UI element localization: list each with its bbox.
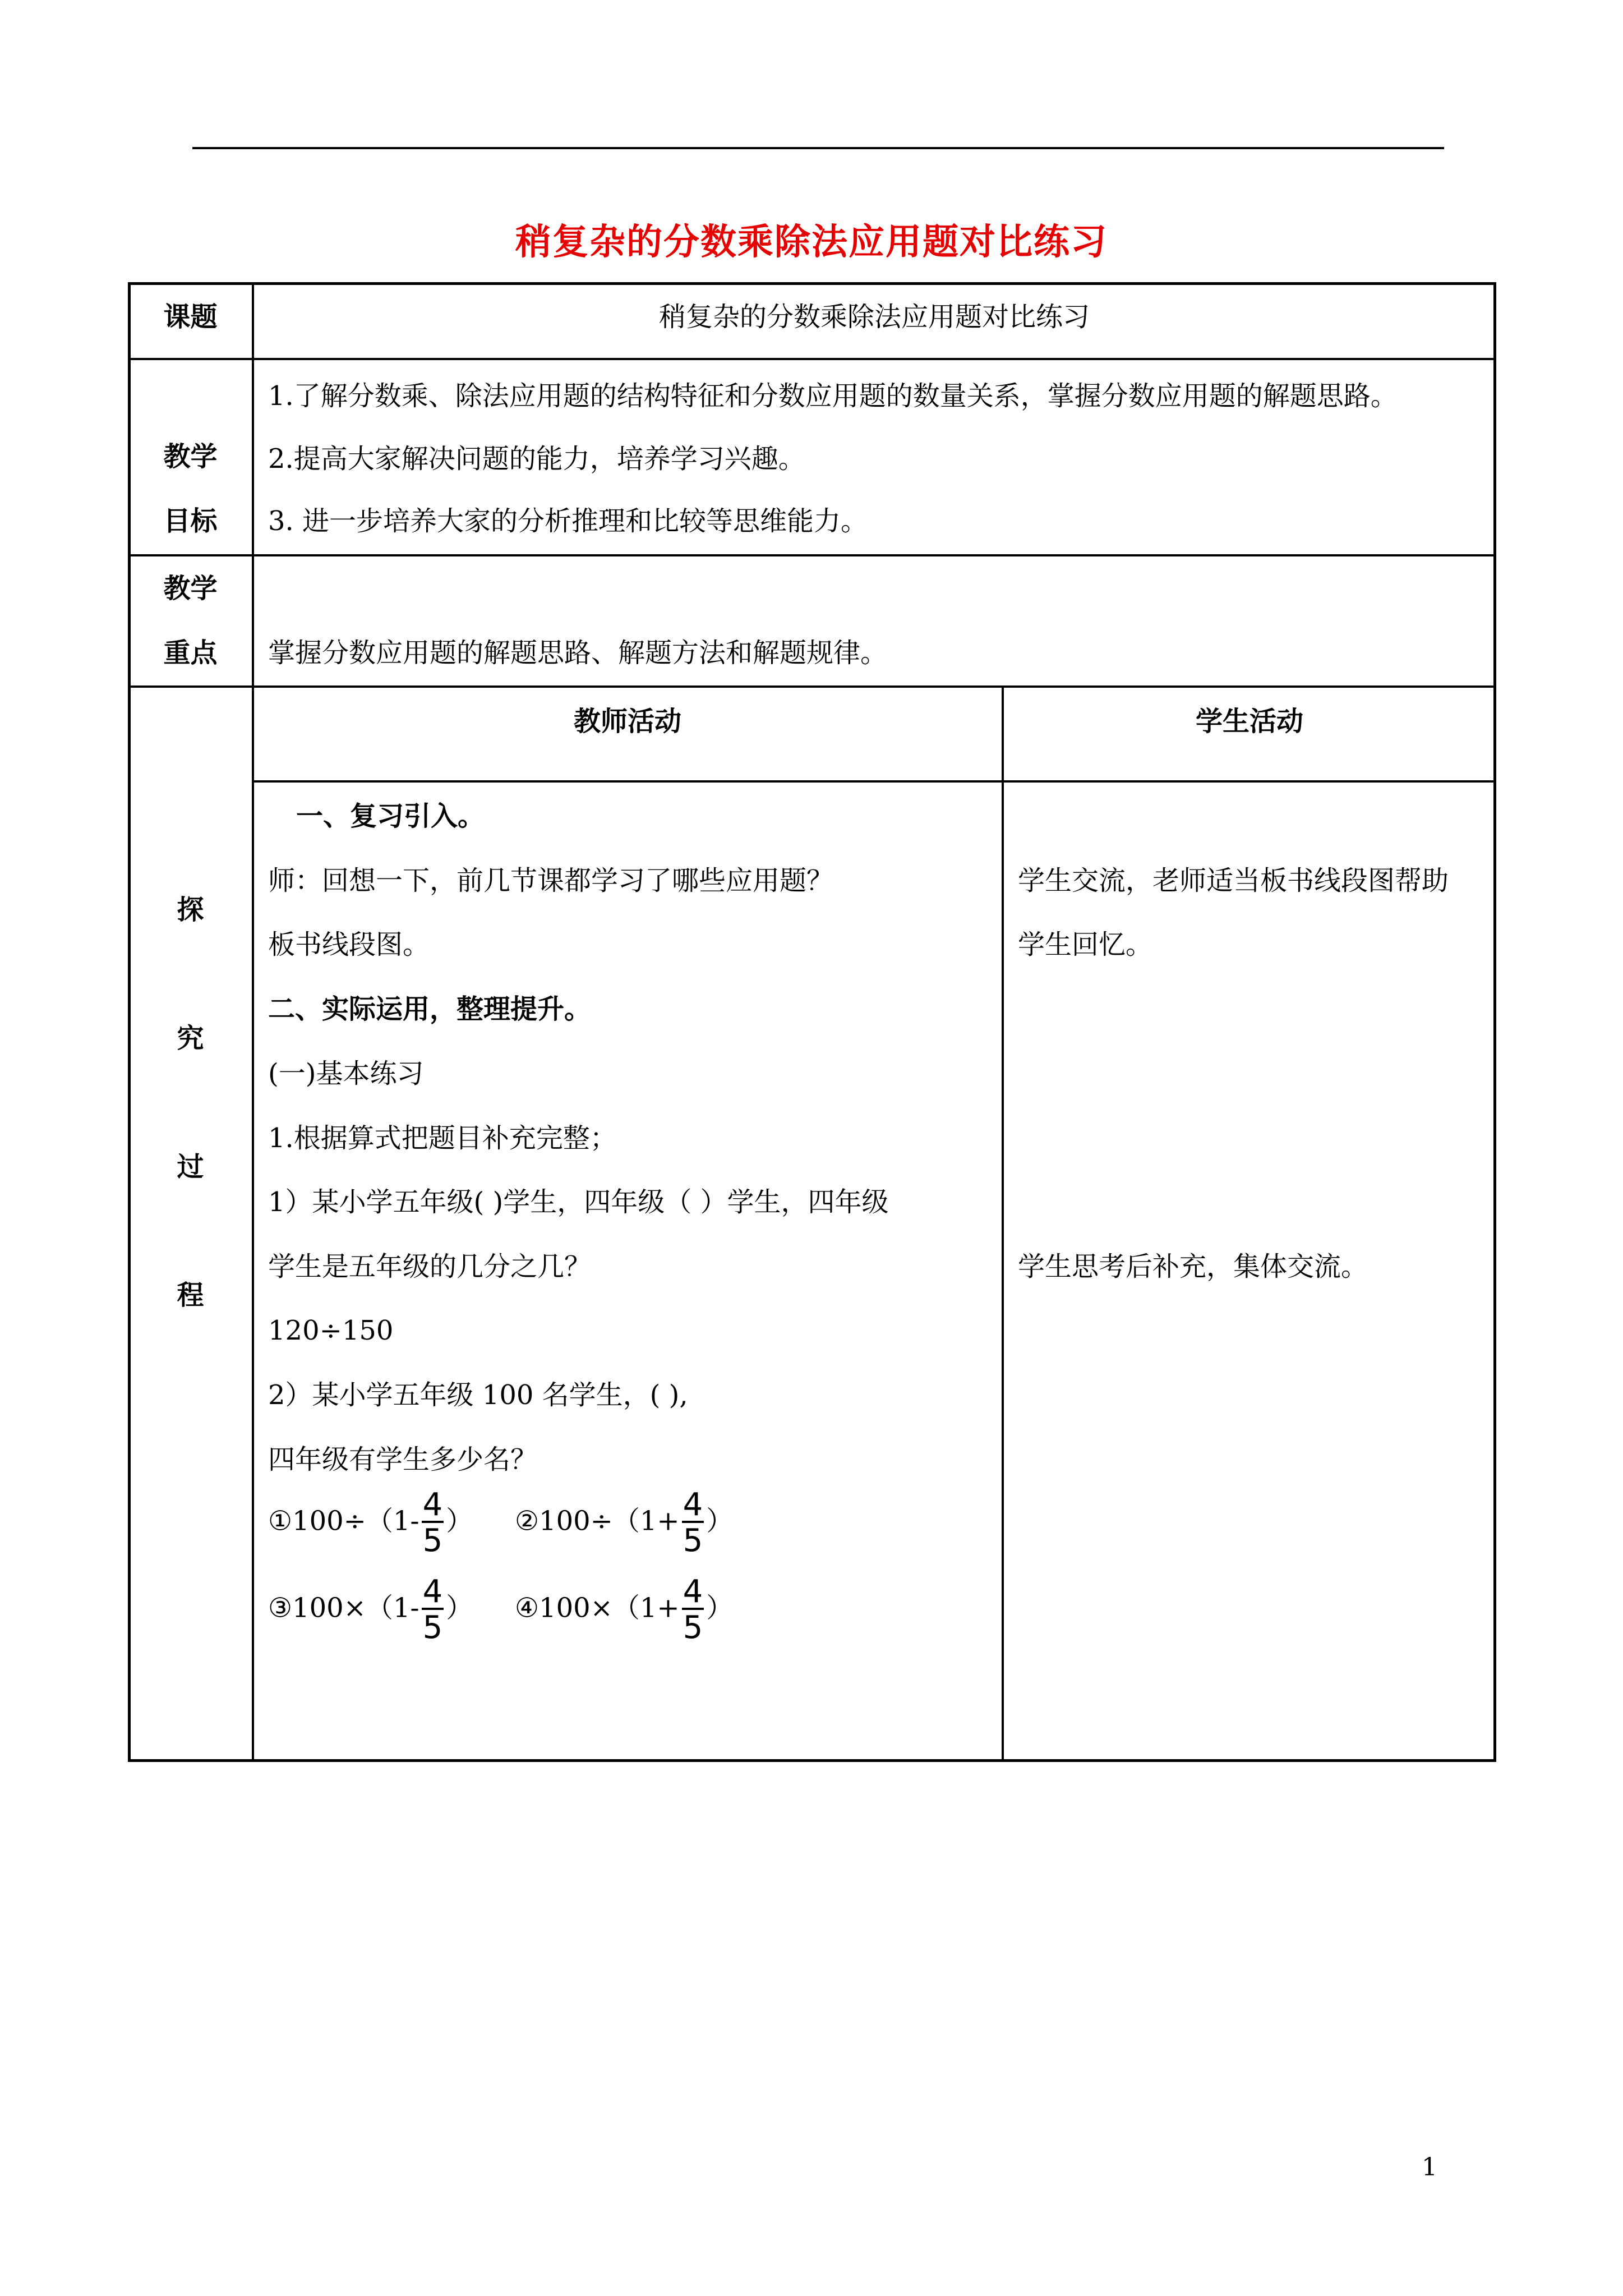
teacher-line: 120÷150 — [268, 1315, 394, 1346]
activity-col-divider — [1002, 685, 1004, 1762]
teacher-line: 1）某小学五年级( )学生，四年级（ ）学生，四年级 — [268, 1186, 889, 1218]
section-heading: 二、实际运用，整理提升。 — [268, 993, 592, 1025]
process-label-char: 探 — [177, 894, 204, 926]
fraction-denominator: 5 — [683, 1609, 703, 1646]
activity-header-divider — [252, 780, 1496, 783]
option-expression: ③100×（1- — [268, 1592, 419, 1624]
objective-item: 3. 进一步培养大家的分析推理和比较等思维能力。 — [268, 505, 868, 537]
document-title: 稍复杂的分数乘除法应用题对比练习 — [515, 222, 1108, 263]
section-heading: 一、复习引入。 — [296, 800, 485, 832]
table-col-divider — [252, 282, 254, 1762]
table-row-divider — [128, 554, 1496, 556]
fraction-numerator: 4 — [422, 1573, 443, 1610]
fraction-numerator: 4 — [683, 1487, 703, 1523]
option-expression: ④100×（1+ — [515, 1592, 680, 1624]
option-expression: ①100÷（1- — [268, 1505, 419, 1537]
keypoint-label: 重点 — [163, 637, 218, 669]
fraction-numerator: 4 — [422, 1487, 443, 1523]
teacher-line: 板书线段图。 — [268, 929, 430, 960]
student-line: 学生交流，老师适当板书线段图帮助 — [1018, 865, 1449, 896]
answer-option — [515, 1489, 733, 1557]
fraction — [682, 1489, 704, 1557]
teacher-line: 学生是五年级的几分之几？ — [268, 1251, 592, 1282]
student-activity-header: 学生活动 — [1195, 706, 1303, 737]
option-close: ） — [706, 1505, 734, 1537]
table-row-divider — [128, 685, 1496, 688]
objective-item: 1.了解分数乘、除法应用题的结构特征和分数应用题的数量关系，掌握分数应用题的解题思路。 — [268, 380, 1398, 412]
subject-value: 稍复杂的分数乘除法应用题对比练习 — [658, 301, 1090, 333]
answer-option — [268, 1489, 473, 1557]
objective-item: 2.提高大家解决问题的能力，培养学习兴趣。 — [268, 443, 805, 475]
fraction-denominator: 5 — [683, 1522, 703, 1559]
option-expression: ②100÷（1+ — [515, 1505, 680, 1537]
option-close: ） — [446, 1505, 473, 1537]
option-close: ） — [446, 1592, 473, 1624]
fraction — [422, 1489, 444, 1557]
table-row-divider — [128, 358, 1496, 360]
teacher-line: 师：回想一下，前几节课都学习了哪些应用题？ — [268, 865, 834, 896]
header-rule — [192, 147, 1444, 149]
fraction-numerator: 4 — [683, 1573, 703, 1610]
fraction-denominator: 5 — [422, 1522, 443, 1559]
teacher-line: 1.根据算式把题目补充完整； — [268, 1122, 617, 1154]
objectives-label: 目标 — [163, 505, 218, 537]
process-label-char: 程 — [177, 1280, 204, 1311]
keypoint-value: 掌握分数应用题的解题思路、解题方法和解题规律。 — [268, 637, 888, 669]
fraction-denominator: 5 — [422, 1609, 443, 1646]
answer-option — [515, 1573, 734, 1646]
page-number: 1 — [1422, 2153, 1437, 2182]
keypoint-label: 教学 — [163, 573, 218, 604]
teacher-line: 四年级有学生多少名？ — [268, 1444, 538, 1475]
answer-option — [268, 1573, 473, 1646]
process-label-char: 过 — [177, 1151, 204, 1182]
student-line: 学生回忆。 — [1018, 929, 1153, 960]
process-label-char: 究 — [177, 1023, 204, 1054]
teacher-activity-header: 教师活动 — [573, 706, 681, 737]
subsection-heading: (一)基本练习 — [268, 1058, 424, 1089]
subject-label: 课题 — [163, 301, 218, 333]
teacher-line: 2）某小学五年级 100 名学生，( ), — [268, 1379, 688, 1411]
student-line: 学生思考后补充，集体交流。 — [1018, 1251, 1368, 1282]
fraction — [682, 1573, 704, 1646]
option-close: ） — [706, 1592, 734, 1624]
objectives-label: 教学 — [163, 441, 218, 472]
fraction — [422, 1573, 444, 1646]
